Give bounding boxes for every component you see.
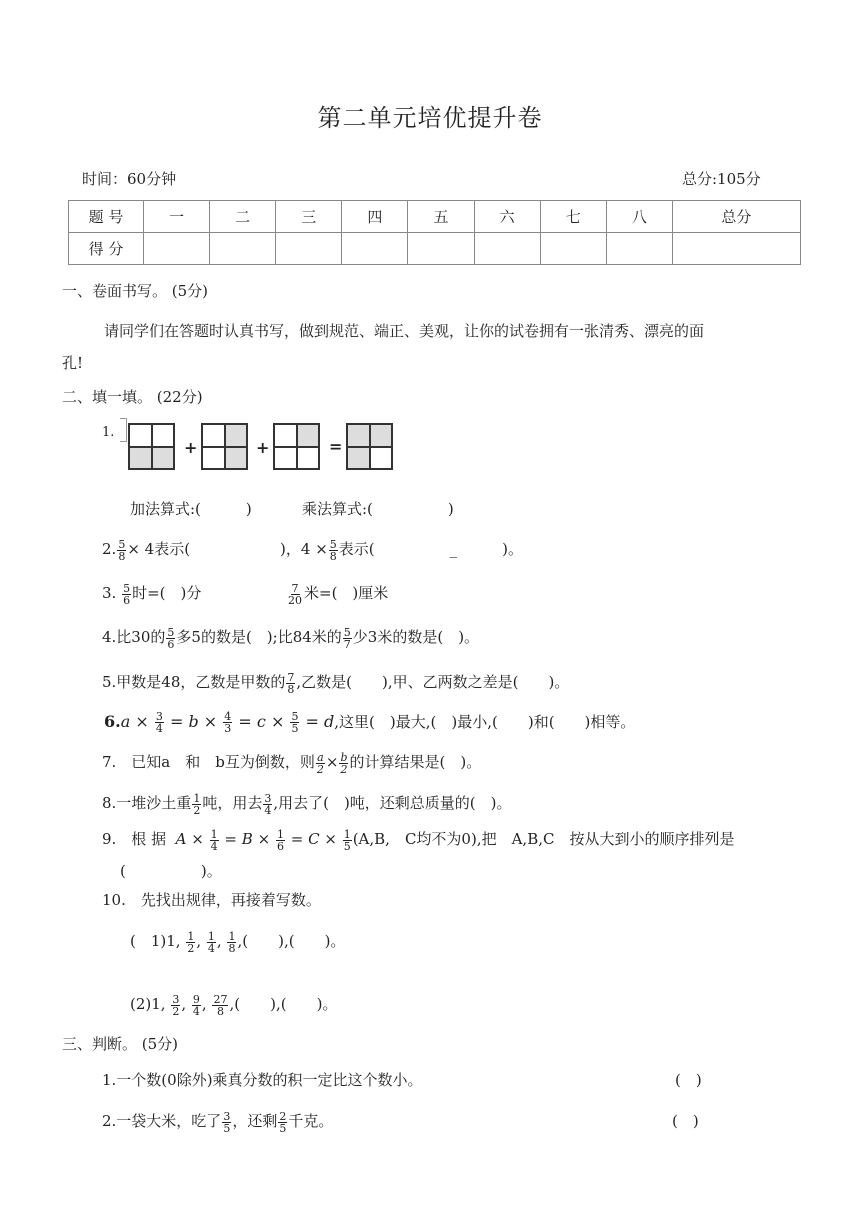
denominator: 3 — [224, 722, 232, 735]
addition-formula: 加法算式:( ) — [130, 500, 252, 518]
question-number: 1. — [102, 425, 115, 440]
question-text: 时=( )分 — [132, 584, 202, 602]
fraction — [192, 994, 201, 1017]
answer-box-mark — [120, 418, 127, 442]
fraction — [210, 829, 219, 852]
numerator: 5 — [123, 581, 131, 595]
question-text: ,乙数是( ),甲、乙两数之差是( )。 — [296, 673, 570, 691]
denominator: 6 — [123, 593, 131, 607]
time-limit: 时间：60分钟 — [82, 170, 177, 188]
denominator: 4 — [210, 839, 218, 853]
fraction-grid — [273, 423, 320, 470]
question-10: 10. 先找出规律，再接着写数。 — [102, 891, 321, 909]
section-heading: 二、填一填。 (22分) — [62, 388, 203, 406]
operator: × — [135, 712, 149, 731]
variable: b — [188, 712, 199, 731]
separator: , — [216, 932, 222, 950]
variable: B — [241, 830, 253, 848]
numerator: 3 — [172, 992, 180, 1006]
numerator: 9 — [192, 992, 200, 1006]
question-text: 米=( )厘米 — [304, 584, 389, 602]
table-cell: 五 — [408, 201, 474, 233]
separator: , — [229, 995, 235, 1013]
numerator: b — [340, 750, 348, 764]
denominator: 2 — [316, 762, 324, 776]
denominator: 8 — [228, 941, 236, 955]
score-input-cell[interactable] — [606, 233, 672, 265]
fraction — [207, 931, 216, 954]
score-input-cell[interactable] — [540, 233, 606, 265]
score-input-cell[interactable] — [276, 233, 342, 265]
question-text: (2)1, — [130, 995, 166, 1013]
table-cell: 八 — [606, 201, 672, 233]
judge-question-2 — [102, 1110, 333, 1134]
numerator: 3 — [223, 1109, 231, 1123]
numerator: 3 — [155, 710, 163, 723]
operator: = — [290, 830, 304, 848]
section-text: 孔! — [62, 354, 84, 372]
fraction — [186, 931, 195, 954]
operator: × — [257, 830, 271, 848]
denominator: 2 — [340, 762, 348, 776]
numerator: 5 — [167, 625, 175, 639]
question-7 — [102, 751, 481, 775]
fraction — [155, 711, 164, 734]
question-text: 2.一袋大米，吃了 — [102, 1112, 222, 1130]
question-number: 3. — [102, 584, 117, 602]
denominator: 8 — [329, 549, 337, 563]
numerator: 3 — [264, 791, 272, 805]
score-input-cell[interactable] — [210, 233, 276, 265]
numerator: 5 — [118, 537, 126, 551]
numerator: 1 — [276, 827, 284, 841]
question-number: 6. — [104, 712, 121, 731]
question-number: 2. — [102, 540, 117, 558]
page-title: 第二单元培优提升卷 — [317, 104, 543, 132]
fraction — [316, 752, 325, 775]
numerator: a — [317, 750, 324, 764]
separator: , — [237, 932, 243, 950]
denominator: 4 — [192, 1004, 200, 1018]
denominator: 5 — [223, 1121, 231, 1135]
question-8 — [102, 792, 512, 816]
variable: A — [175, 830, 187, 848]
denominator: 20 — [288, 593, 302, 607]
question-text: ,用去了( )吨，还剩总质量的( )。 — [273, 794, 512, 812]
fraction-grid — [201, 423, 248, 470]
denominator: 6 — [167, 637, 175, 651]
score-input-cell[interactable] — [144, 233, 210, 265]
fraction — [276, 829, 285, 852]
operator: × — [325, 753, 339, 771]
denominator: 2 — [193, 803, 201, 817]
table-cell: 题 号 — [69, 201, 144, 233]
section-heading: 一、卷面书写。 (5分) — [62, 282, 209, 300]
variable: C — [308, 830, 320, 848]
denominator: 2 — [187, 941, 195, 955]
fraction — [343, 627, 352, 650]
numerator: 2 — [279, 1109, 287, 1123]
numerator: 1 — [187, 929, 195, 943]
judge-question-1: 1.一个数(0除外)乘真分数的积一定比这个数小。 — [102, 1071, 423, 1089]
question-5 — [102, 671, 569, 695]
operator: = — [305, 712, 319, 731]
denominator: 4 — [207, 941, 215, 955]
numerator: 5 — [343, 625, 351, 639]
score-input-cell[interactable] — [672, 233, 800, 265]
multiplication-formula: 乘法算式:( ) — [302, 500, 454, 518]
denominator: 7 — [343, 637, 351, 651]
denominator: 6 — [276, 839, 284, 853]
variable: d — [324, 712, 335, 731]
denominator: 5 — [343, 839, 351, 853]
fraction — [212, 994, 228, 1017]
fraction — [286, 672, 295, 695]
fraction — [171, 994, 180, 1017]
question-text: 5.甲数是48，乙数是甲数的 — [102, 673, 286, 691]
fraction — [263, 793, 272, 816]
fraction — [290, 711, 299, 734]
plus-sign: + — [184, 438, 198, 457]
operator: × — [270, 712, 285, 731]
table-row — [69, 201, 801, 233]
separator: , — [201, 995, 207, 1013]
question-6 — [104, 711, 635, 734]
denominator: 2 — [172, 1004, 180, 1018]
question-text: ( 1)1, — [130, 932, 181, 950]
fraction — [329, 539, 338, 562]
table-cell: 总分 — [672, 201, 800, 233]
question-text: (A,B, C均不为0),把 A,B,C 按从大到小的顺序排列是 — [352, 830, 735, 848]
question-text: 少3米的数是( )。 — [352, 628, 480, 646]
operator: × — [191, 830, 204, 848]
question-text: 多5的数是( );比84米的 — [176, 628, 342, 646]
question-text: 表示( _ )。 — [338, 540, 523, 558]
numerator: 5 — [329, 537, 337, 551]
section-heading: 三、判断。 (5分) — [62, 1035, 179, 1053]
sequence-2 — [130, 993, 337, 1017]
numerator: 1 — [207, 929, 215, 943]
judge-answer-paren[interactable]: ( ) — [672, 1112, 699, 1130]
question-text: 8.一堆沙土重 — [102, 794, 192, 812]
sequence-1 — [130, 930, 345, 954]
fraction — [287, 583, 303, 606]
denominator: 8 — [118, 549, 126, 563]
fraction — [122, 583, 131, 606]
score-input-cell[interactable] — [408, 233, 474, 265]
table-cell: 四 — [342, 201, 408, 233]
question-text: × 4表示( )，4 × — [127, 540, 328, 558]
judge-answer-paren[interactable]: ( ) — [675, 1071, 702, 1089]
denominator: 5 — [291, 722, 299, 735]
question-3 — [102, 582, 201, 606]
denominator: 4 — [155, 722, 163, 735]
question-2 — [102, 538, 523, 562]
plus-sign: + — [256, 438, 270, 457]
question-text: 吨，用去 — [202, 794, 263, 812]
numerator: 4 — [224, 710, 232, 723]
question-3b — [286, 582, 388, 606]
operator: = — [169, 712, 184, 731]
separator: , — [196, 932, 202, 950]
table-row — [69, 233, 801, 265]
variable: c — [256, 712, 266, 731]
score-input-cell[interactable] — [474, 233, 540, 265]
variable: a — [120, 712, 131, 731]
question-text: ,这里( )最大,( )最小,( )和( )相等。 — [334, 713, 636, 731]
section-text: 请同学们在答题时认真书写，做到规范、端正、美观，让你的试卷拥有一张清秀、漂亮的面 — [104, 322, 705, 340]
question-4 — [102, 626, 479, 650]
fraction — [223, 711, 232, 734]
table-cell: 七 — [540, 201, 606, 233]
question-text: 9. 根 据 — [102, 830, 167, 848]
question-text: ( ),( )。 — [234, 995, 338, 1013]
denominator: 5 — [279, 1121, 287, 1135]
numerator: 1 — [228, 929, 236, 943]
denominator: 4 — [264, 803, 272, 817]
score-input-cell[interactable] — [342, 233, 408, 265]
fraction — [339, 752, 348, 775]
equals-sign: = — [329, 437, 343, 456]
fraction — [166, 627, 175, 650]
score-table — [68, 200, 801, 265]
table-cell: 一 — [144, 201, 210, 233]
question-9 — [102, 828, 734, 852]
operator: = — [224, 830, 237, 848]
numerator: 7 — [291, 581, 299, 595]
table-cell: 六 — [474, 201, 540, 233]
question-9-answer: ( )。 — [120, 862, 222, 880]
fraction — [192, 793, 201, 816]
question-text: ( ),( )。 — [242, 932, 346, 950]
numerator: 1 — [193, 791, 201, 805]
question-text: 千克。 — [288, 1112, 334, 1130]
question-text: 7. 已知a 和 b互为倒数，则 — [102, 753, 315, 771]
denominator: 8 — [216, 1004, 224, 1018]
fraction-grid — [346, 423, 393, 470]
numerator: 1 — [210, 827, 218, 841]
question-text: ，还剩 — [232, 1112, 278, 1130]
numerator: 1 — [343, 827, 351, 841]
operator: × — [203, 712, 218, 731]
table-cell: 二 — [210, 201, 276, 233]
fraction — [222, 1111, 231, 1134]
numerator: 7 — [287, 670, 295, 684]
numerator: 27 — [213, 992, 228, 1006]
fraction — [278, 1111, 287, 1134]
fraction — [117, 539, 126, 562]
separator: , — [181, 995, 187, 1013]
denominator: 8 — [287, 682, 295, 696]
numerator: 5 — [291, 710, 299, 723]
total-score: 总分:105分 — [682, 170, 761, 188]
fraction — [227, 931, 236, 954]
operator: = — [238, 712, 252, 731]
fraction-grid — [128, 423, 175, 470]
table-cell: 三 — [276, 201, 342, 233]
question-text: 4.比30的 — [102, 628, 166, 646]
operator: × — [324, 830, 337, 848]
table-cell: 得 分 — [69, 233, 144, 265]
fraction — [343, 829, 352, 852]
question-text: 的计算结果是( )。 — [349, 753, 482, 771]
